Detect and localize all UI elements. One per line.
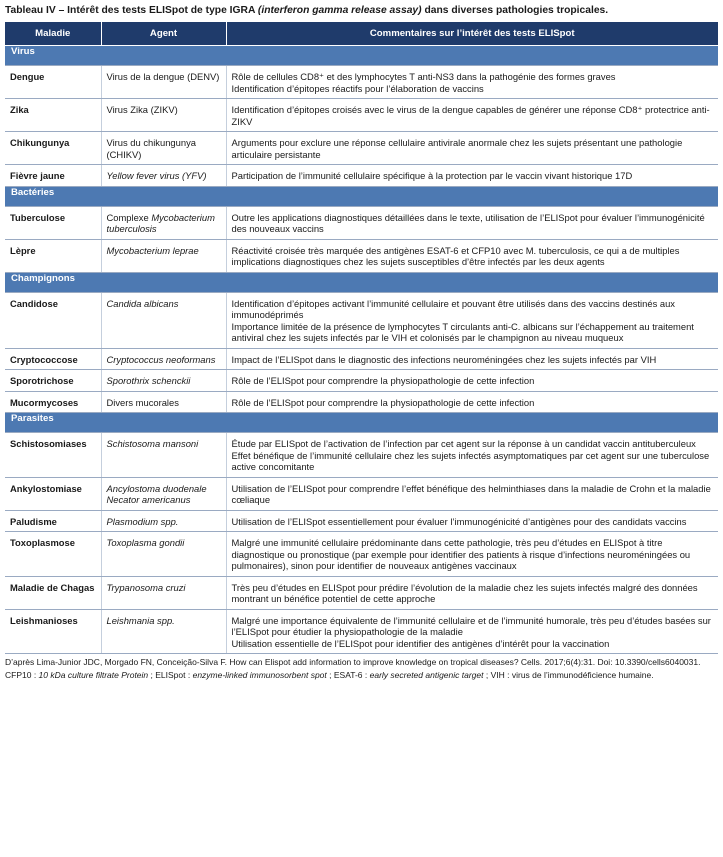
comments-cell	[226, 370, 718, 392]
comment-line: Rôle de cellules CD8⁺ et des lymphocytes T anti-NS3 dans la pathogénie des formes graves	[231, 71, 616, 82]
abbrev-separator: ;	[483, 670, 491, 680]
abbrev-separator: ;	[326, 670, 334, 680]
comments-cell	[226, 477, 718, 510]
table-row	[5, 477, 718, 510]
comment-line: Utilisation essentielle de l’ELISpot pour identifier des antigènes d’intérêt pour la vaccination	[231, 637, 610, 649]
table-row	[5, 576, 718, 609]
table-footnotes	[5, 657, 718, 681]
abbrev-term: CFP10 :	[5, 670, 39, 680]
comments-cell	[226, 532, 718, 577]
table-row	[5, 532, 718, 577]
disease-cell: Fièvre jaune	[5, 165, 101, 187]
table-row	[5, 510, 718, 532]
abbrev-term: VIH :	[490, 670, 512, 680]
caption-italic: (interferon gamma release assay)	[257, 5, 422, 16]
agent-species: Mycobacterium tuberculosis	[106, 211, 215, 234]
comment-line: Rôle de l’ELISpot pour comprendre la physiopathologie de cette infection	[231, 396, 535, 408]
section-row	[5, 46, 718, 66]
table-row	[5, 433, 718, 478]
tropical-diseases-table	[5, 22, 718, 654]
comments-cell	[226, 510, 718, 532]
comments-cell	[226, 165, 718, 187]
table-row	[5, 66, 718, 99]
table-header-row	[5, 22, 718, 46]
comments-cell	[226, 66, 718, 99]
comments-cell	[226, 348, 718, 370]
comment-line: Identification d’épitopes croisés avec le virus de la dengue capables de générer une réponse CD8⁺ protectrice anti-ZIKV	[231, 104, 710, 127]
disease-cell: Cryptococcose	[5, 348, 101, 370]
agent-cell: Schistosoma mansoni	[101, 433, 226, 478]
abbrev-term: ESAT-6 :	[333, 670, 370, 680]
comments-cell	[226, 609, 718, 654]
disease-cell: Chikungunya	[5, 132, 101, 165]
disease-cell: Toxoplasmose	[5, 532, 101, 577]
table-caption	[5, 4, 718, 22]
table-row	[5, 292, 718, 348]
agent-cell: Toxoplasma gondii	[101, 532, 226, 577]
comments-cell	[226, 576, 718, 609]
agent-cell: Virus de la dengue (DENV)	[101, 66, 226, 99]
table-row	[5, 99, 718, 132]
table-row	[5, 206, 718, 239]
comment-line: Effet bénéfique de l’immunité cellulaire chez les sujets infectés asymptomatiques par cet agent sur une tuberculose active concomitante	[231, 449, 710, 472]
table-row	[5, 348, 718, 370]
section-row	[5, 272, 718, 292]
comment-line: Malgré une importance équivalente de l’immunité cellulaire et de l’immunité humorale, très peu d’études basées sur l’ELISpot pour étudier la physiopathologie de la maladie	[231, 614, 711, 637]
agent-cell: Virus Zika (ZIKV)	[101, 99, 226, 132]
abbrev-definition: 10 kDa culture filtrate Protein	[38, 670, 149, 680]
disease-cell: Paludisme	[5, 510, 101, 532]
abbrev-separator: ;	[148, 670, 156, 680]
agent-prefix: Complexe	[106, 211, 152, 223]
comment-line: Identification d’épitopes activant l’immunité cellulaire et pouvant être utilisés dans des vaccins destinés aux immunodéprimés	[231, 297, 675, 320]
disease-cell: Tuberculose	[5, 206, 101, 239]
agent-cell: Cryptococcus neoformans	[101, 348, 226, 370]
comment-line: Identification d’épitopes réactifs pour l’élaboration de vaccins	[231, 82, 484, 94]
section-label: Virus	[5, 46, 718, 66]
comments-cell	[226, 292, 718, 348]
agent-cell	[101, 206, 226, 239]
agent-cell: Sporothrix schenckii	[101, 370, 226, 392]
comment-line: Utilisation de l’ELISpot essentiellement pour évaluer l’immunogénicité d’antigènes pour des candidats vaccins	[231, 515, 687, 527]
agent-cell: Candida albicans	[101, 292, 226, 348]
abbrev-definition: early secreted antigenic target	[369, 670, 484, 680]
section-label: Champignons	[5, 272, 718, 292]
agent-cell: Mycobacterium leprae	[101, 239, 226, 272]
header-disease: Maladie	[5, 22, 101, 46]
section-row	[5, 413, 718, 433]
comment-line: Malgré une immunité cellulaire prédominante dans cette pathologie, très peu d’études en ELISpot à titre diagnostique ou pronostique (par exemple pour identifier des patients à risque d’infections neuroméningées ou pulmonaires), sinon pour identifier de nouveaux antigènes vaccinaux	[231, 537, 691, 571]
disease-cell: Ankylostomiase	[5, 477, 101, 510]
agent-cell: Virus du chikungunya (CHIKV)	[101, 132, 226, 165]
section-label: Parasites	[5, 413, 718, 433]
table-row	[5, 239, 718, 272]
disease-cell: Schistosomiases	[5, 433, 101, 478]
agent-cell: Plasmodium spp.	[101, 510, 226, 532]
comments-cell	[226, 433, 718, 478]
comment-line: Très peu d’études en ELISpot pour prédire l’évolution de la maladie chez les sujets infectés malgré des données montrant un bénéfice potentiel de cette approche	[231, 581, 698, 604]
disease-cell: Zika	[5, 99, 101, 132]
table-body	[5, 46, 718, 654]
table-row	[5, 132, 718, 165]
abbrev-definition: virus de l’immunodéficience humaine.	[511, 670, 654, 680]
agent-cell: Trypanosoma cruzi	[101, 576, 226, 609]
section-row	[5, 186, 718, 206]
table-row	[5, 609, 718, 654]
header-agent: Agent	[101, 22, 226, 46]
comments-cell	[226, 206, 718, 239]
agent-cell: Ancylostoma duodenale Necator americanus	[101, 477, 226, 510]
agent-cell: Leishmania spp.	[101, 609, 226, 654]
comment-line: Outre les applications diagnostiques détaillées dans le texte, utilisation de l’ELISpot pour évaluer l’immunogénicité des nouveaux vaccins	[231, 211, 705, 234]
comment-line: Arguments pour exclure une réponse cellulaire antivirale anormale chez les sujets présentant une pathologie articulaire persistante	[231, 137, 683, 160]
comments-cell	[226, 99, 718, 132]
disease-cell: Maladie de Chagas	[5, 576, 101, 609]
disease-cell: Leishmanioses	[5, 609, 101, 654]
comments-cell	[226, 391, 718, 413]
table-row	[5, 370, 718, 392]
comments-cell	[226, 239, 718, 272]
agent-cell: Divers mucorales	[101, 391, 226, 413]
comment-line: Participation de l’immunité cellulaire spécifique à la protection par le vaccin vivant historique 17D	[231, 170, 633, 181]
comment-line: Utilisation de l’ELISpot pour comprendre l’effet bénéfique des helminthiases dans la maladie de Crohn et la maladie cœliaque	[231, 482, 711, 505]
section-label: Bactéries	[5, 186, 718, 206]
agent-cell: Yellow fever virus (YFV)	[101, 165, 226, 187]
abbrev-term: ELISpot :	[155, 670, 193, 680]
comment-line: Importance limitée de la présence de lymphocytes T circulants anti-C. albicans sur l’échappement au traitement antiviral chez les sujets infectés par le VIH et colonisés par le champignon au niveau muqueux	[231, 320, 694, 343]
comments-cell	[226, 132, 718, 165]
comment-line: Réactivité croisée très marquée des antigènes ESAT-6 et CFP10 avec M. tuberculosis, ce qui a de multiples implications diagnostiques chez les sujets susceptibles d’être infectés par les deux agents	[231, 244, 680, 267]
disease-cell: Candidose	[5, 292, 101, 348]
abbrev-definition: enzyme-linked immunosorbent spot	[192, 670, 327, 680]
table-row	[5, 391, 718, 413]
disease-cell: Sporotrichose	[5, 370, 101, 392]
comment-line: Impact de l’ELISpot dans le diagnostic des infections neuroméningées chez les sujets infectés par VIH	[231, 353, 657, 365]
footnote-abbreviations	[5, 670, 718, 681]
comment-line: Étude par ELISpot de l’activation de l’infection par cet agent sur la réponse à un candidat vaccin antituberculeux	[231, 438, 696, 449]
disease-cell: Mucormycoses	[5, 391, 101, 413]
footnote-source: D’après Lima-Junior JDC, Morgado FN, Conceição-Silva F. How can Elispot add information to improve knowledge on tropical diseases? Cells. 2017;6(4):31. Doi: 10.3390/cells6040031.	[5, 657, 701, 667]
disease-cell: Dengue	[5, 66, 101, 99]
table-row	[5, 165, 718, 187]
comment-line: Rôle de l’ELISpot pour comprendre la physiopathologie de cette infection	[231, 375, 535, 386]
disease-cell: Lèpre	[5, 239, 101, 272]
caption-suffix: dans diverses pathologies tropicales.	[421, 5, 609, 16]
header-comments: Commentaires sur l’intérêt des tests ELISpot	[226, 22, 718, 46]
caption-prefix: Tableau IV – Intérêt des tests ELISpot de type IGRA	[5, 5, 258, 16]
